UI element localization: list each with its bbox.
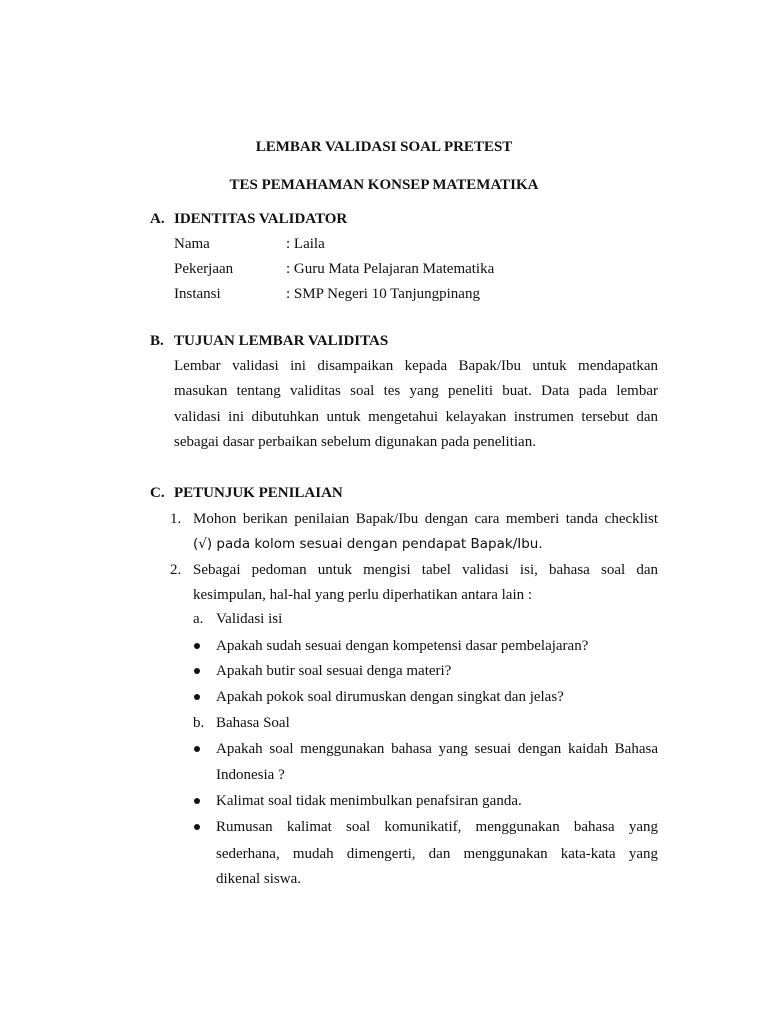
validator-job-label: Pekerjaan [174, 261, 234, 277]
section-b-paragraph-line-3: validasi ini dibutuhkan untuk mengetahui kelayakan instrumen tersebut dan [174, 409, 658, 425]
sub-a-letter: a. [193, 611, 204, 627]
section-c-heading: PETUNJUK PENILAIAN [174, 485, 343, 501]
sub-b-letter: b. [193, 715, 205, 731]
instruction-1-line-2: (√) pada kolom sesuai dengan pendapat Bapak/Ibu. [193, 536, 543, 552]
sub-a-label: Validasi isi [216, 611, 283, 627]
sub-b-label: Bahasa Soal [216, 715, 290, 731]
language-question-2: Kalimat soal tidak menimbulkan penafsiran ganda. [216, 793, 522, 809]
instruction-2-line-2: kesimpulan, hal-hal yang perlu diperhatikan antara lain : [193, 587, 533, 603]
document-subtitle: TES PEMAHAMAN KONSEP MATEMATIKA [229, 177, 539, 193]
validator-institution-value: : SMP Negeri 10 Tanjungpinang [286, 286, 480, 302]
bullet-dot [194, 798, 200, 804]
language-question-1-line-1: Apakah soal menggunakan bahasa yang sesuai dengan kaidah Bahasa [216, 741, 658, 757]
instruction-1-number: 1. [170, 511, 182, 527]
instruction-1-line-1: Mohon berikan penilaian Bapak/Ibu dengan cara memberi tanda checklist [193, 511, 658, 527]
language-question-1-line-2: Indonesia ? [216, 767, 285, 783]
section-b-heading: TUJUAN LEMBAR VALIDITAS [174, 333, 389, 349]
section-b-paragraph-line-1: Lembar validasi ini disampaikan kepada Bapak/Ibu untuk mendapatkan [174, 358, 658, 374]
section-a-letter: A. [150, 211, 165, 227]
bullet-dot [194, 668, 200, 674]
document-title: LEMBAR VALIDASI SOAL PRETEST [255, 139, 513, 155]
bullet-dot [194, 694, 200, 700]
language-question-3-line-1: Rumusan kalimat soal komunikatif, menggunakan bahasa yang [216, 819, 658, 835]
section-b-paragraph-line-4: sebagai dasar perbaikan sebelum digunakan pada penelitian. [174, 434, 536, 450]
validity-question-3: Apakah pokok soal dirumuskan dengan singkat dan jelas? [216, 689, 564, 705]
validity-question-1: Apakah sudah sesuai dengan kompetensi dasar pembelajaran? [216, 638, 589, 654]
section-c-letter: C. [150, 485, 165, 501]
language-question-3-line-3: dikenal siswa. [216, 871, 301, 887]
validator-name-value: : Laila [286, 236, 325, 252]
language-question-3-line-2: sederhana, mudah dimengerti, dan menggunakan kata-kata yang [216, 846, 658, 862]
bullet-dot [194, 746, 200, 752]
validator-institution-label: Instansi [174, 286, 221, 302]
validator-name-label: Nama [174, 236, 210, 252]
section-b-letter: B. [150, 333, 164, 349]
validator-job-value: : Guru Mata Pelajaran Matematika [286, 261, 495, 277]
section-b-paragraph-line-2: masukan tentang validitas soal tes yang peneliti buat. Data pada lembar [174, 383, 658, 399]
validity-question-2: Apakah butir soal sesuai denga materi? [216, 663, 452, 679]
instruction-2-number: 2. [170, 562, 182, 578]
bullet-dot [194, 824, 200, 830]
bullet-dot [194, 643, 200, 649]
section-a-heading: IDENTITAS VALIDATOR [174, 211, 348, 227]
instruction-2-line-1: Sebagai pedoman untuk mengisi tabel validasi isi, bahasa soal dan [193, 562, 658, 578]
